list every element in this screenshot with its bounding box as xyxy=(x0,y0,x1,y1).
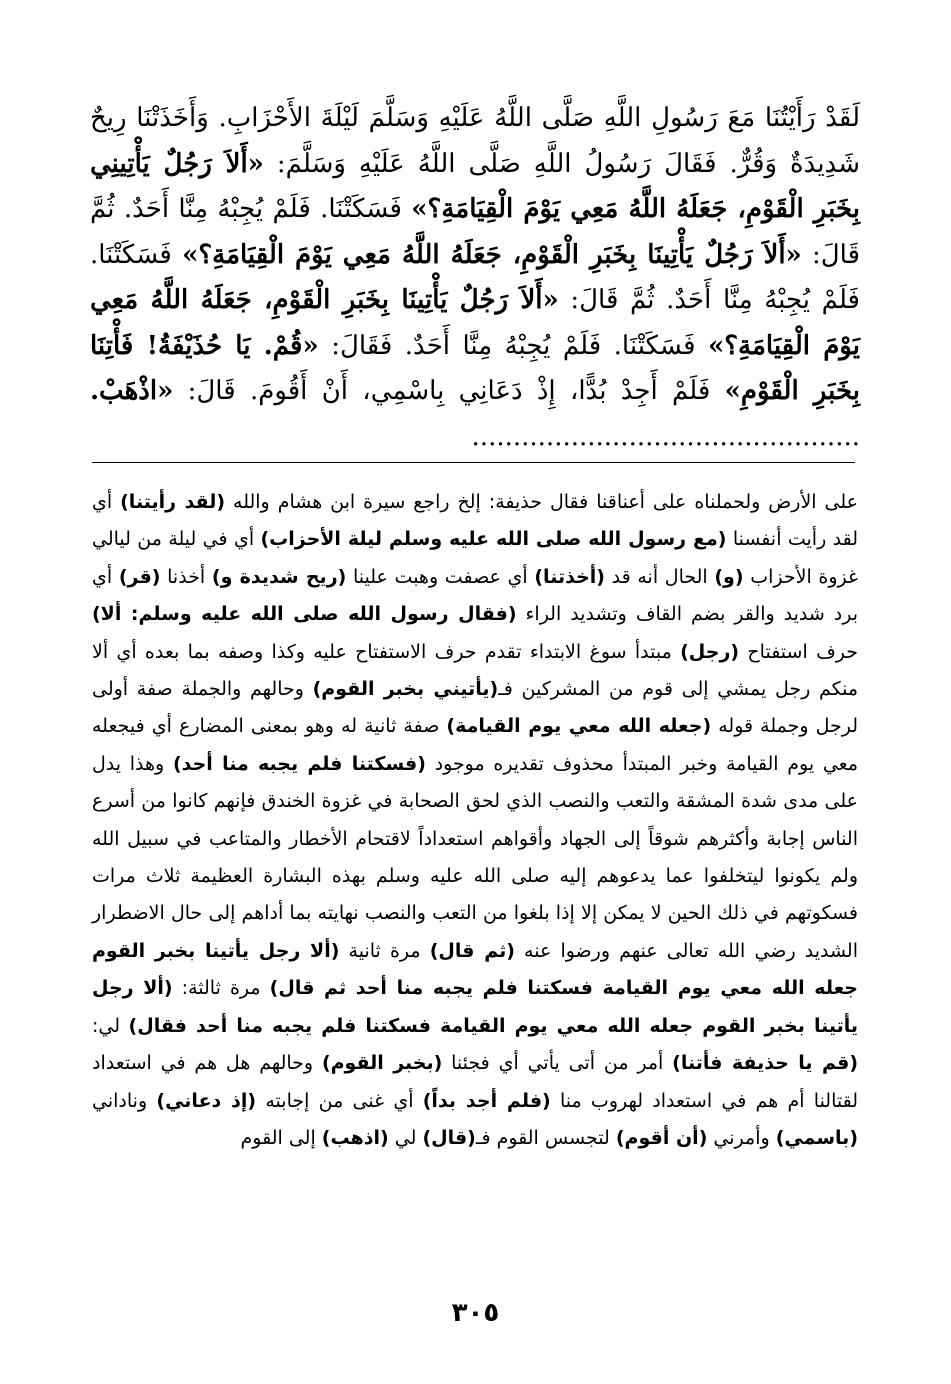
hadith-text xyxy=(90,96,860,460)
commentary-segment: (فلم أجد بداً) xyxy=(422,1089,551,1112)
commentary-segment: على الأرض ولحملناه على أعناقنا فقال حذيفة: إلخ راجع سيرة ابن هشام والله xyxy=(225,491,858,513)
commentary-segment: (إذ دعاني) xyxy=(156,1089,257,1112)
hadith-segment: ............................................... xyxy=(471,421,860,452)
commentary-segment: أي برد شديد والقر بضم القاف وتشديد الراء xyxy=(92,565,858,626)
commentary-segment: أي لقد رأيت أنفسنا xyxy=(92,491,858,551)
commentary-segment: (أن أقوم) xyxy=(615,1126,708,1149)
commentary-segment: (باسمي) xyxy=(775,1126,858,1149)
hadith-segment: فَسَكَتْنَا. فَلَمْ يُجِبْهُ مِنَّا أَحَدٌ. ثُمَّ قَالَ: xyxy=(90,194,861,270)
commentary-segment: مرة ثانية xyxy=(339,939,430,962)
commentary-segment: (فسكتنا فلم يجبه منا أحد) xyxy=(172,752,426,775)
commentary-segment: (اذهب) xyxy=(321,1126,389,1149)
hadith-segment: فَلَمْ أَجِدْ بُدًّا، إِذْ دَعَانِي بِاسْمِي، أَنْ أَقُومَ. قَالَ: xyxy=(173,376,725,406)
commentary-text xyxy=(92,484,858,1157)
commentary-segment: (لقد رأيتنا) xyxy=(120,491,226,513)
commentary-segment: وحالهم هل هم في استعداد لقتالنا أم هم في استعداد لهروب منا xyxy=(92,1052,859,1112)
commentary-segment: (ريح شديدة و) xyxy=(211,565,347,588)
commentary-segment: (بخبر القوم) xyxy=(321,1052,443,1075)
commentary-segment: (مع رسول الله صلى الله عليه وسلم ليلة الأحزاب) xyxy=(260,528,727,551)
hadith-segment: «اذْهَبْ. xyxy=(90,376,174,406)
commentary-segment: لتجسس القوم فـ xyxy=(475,1126,616,1149)
commentary-segment: حرف استفتاح xyxy=(739,640,858,663)
commentary-segment: مرة ثالثة: xyxy=(172,977,270,1000)
commentary-segment: مبتدأ سوغ الابتداء تقدم حرف الاستفتاح عليه وكذا وصفه بما بعده أي ألا منكم رجل يمشي إلى قوم من المشركين فـ xyxy=(92,640,859,701)
commentary-segment: أي عصفت وهبت علينا xyxy=(346,565,535,588)
commentary-segment: (أخذتنا) xyxy=(534,565,605,588)
hadith-segment: «قُمْ. يَا حُذَيْفَةُ! فَأْتِنَا بِخَبَرِ الْقَوْمِ» xyxy=(90,330,860,406)
commentary-segment: وأمرني xyxy=(707,1126,776,1149)
commentary-segment: وهذا يدل على مدى شدة المشقة والتعب والنصب الذي لحق الصحابة في غزوة الخندق فإنهم كانوا من أسرع الناس إجابة وأكثرهم شوقاً إلى الجهاد وأقواهم استعداداً لاقتحام الأخطار والمتاعب في سبيل الله ولم يكونوا ليتخلفوا عما يدعوهم إليه صلى الله عليه وسلم بهذه البشارة العظيمة ثلاث مرات فسكوتهم في ذلك الحين لا يمكن إلا إذا بلغوا من التعب والنصب نهايته بما أداهم إلى حال الاضطرار الشديد رضي الله تعالى عنهم ورضوا عنه xyxy=(92,752,859,962)
commentary-segment: إلى القوم xyxy=(240,1126,322,1149)
hadith-segment: فَسَكَتْنَا. فَلَمْ يُجِبْهُ مِنَّا أَحَدٌ. ثُمَّ قَالَ: xyxy=(90,239,860,315)
commentary-segment: (فقال رسول الله صلى الله عليه وسلم: ألا) xyxy=(92,603,517,626)
commentary-segment: لي: xyxy=(92,1014,129,1037)
hadith-segment: لَقَدْ رَأَيْتُنَا مَعَ رَسُولِ اللَّهِ صَلَّى اللَّهُ عَلَيْهِ وَسَلَّمَ لَيْلَةَ الأَحْزَابِ. وَأَخَذَتْنَا رِيحٌ شَدِيدَةٌ وَقُرٌّ. فَقَالَ رَسُولُ اللَّهِ صَلَّى اللَّهُ عَلَيْهِ وَسَلَّمَ: xyxy=(90,103,860,179)
commentary-segment: (ثم قال) xyxy=(429,939,515,962)
commentary-segment: لي xyxy=(388,1126,423,1149)
commentary-segment: صفة ثانية له وهو بمعنى المضارع أي فيجعله معي يوم القيامة وخبر المبتدأ محذوف تقديره موجود xyxy=(92,715,858,775)
commentary-segment: وناداني xyxy=(92,1089,157,1112)
hadith-segment: فَسَكَتْنَا. فَلَمْ يُجِبْهُ مِنَّا أَحَدٌ. فَقَالَ: xyxy=(318,330,708,361)
commentary-segment: (جعله الله معي يوم القيامة) xyxy=(446,715,712,738)
commentary-segment: (ألا رجل يأتينا بخبر القوم جعله الله معي يوم القيامة فسكتنا فلم يجبه منا أحد فقال) xyxy=(92,977,858,1037)
commentary-segment: وحالهم والجملة صفة أولى لرجل وجملة قوله xyxy=(92,678,859,738)
commentary-segment: أخذنا xyxy=(160,565,212,588)
commentary-segment: أي في ليلة من ليالي غزوة الأحزاب xyxy=(92,528,858,588)
commentary-segment: (يأتيني بخبر القوم) xyxy=(312,678,499,701)
hadith-segment: «أَلاَ رَجُلٌ يَأْتِينَا بِخَبَرِ الْقَوْمِ، جَعَلَهُ اللَّهُ مَعِي يَوْمَ الْقِيَامَةِ؟» xyxy=(182,239,802,270)
commentary-segment: (ألا رجل يأتينا بخبر القوم جعله الله معي يوم القيامة فسكتنا فلم يجبه منا أحد ثم قال) xyxy=(92,939,858,1000)
commentary-segment: (قال) xyxy=(422,1126,476,1149)
hadith-segment: «أَلاَ رَجُلٌ يَأْتِينَا بِخَبَرِ الْقَوْمِ، جَعَلَهُ اللَّهُ مَعِي يَوْمَ الْقِيَامَةِ؟» xyxy=(90,285,860,361)
hadith-segment: «أَلاَ رَجُلٌ يَأْتِينِي بِخَبَرِ الْقَوْمِ، جَعَلَهُ اللَّهُ مَعِي يَوْمَ الْقِيَامَةِ؟» xyxy=(90,148,860,224)
commentary-segment: (رجل) xyxy=(680,640,740,663)
commentary-segment: أمر من أتى يأتي أي فجئنا xyxy=(442,1052,673,1075)
commentary-segment: الحال أنه قد xyxy=(604,565,715,588)
commentary-segment: (قم يا حذيفة فأتنا) xyxy=(672,1052,859,1075)
commentary-segment: أي غنى من إجابته xyxy=(256,1089,423,1112)
commentary-segment: (و) xyxy=(714,565,744,588)
page-number: ٣٠٥ xyxy=(451,1298,500,1328)
footnote-divider xyxy=(92,462,855,463)
commentary-segment: (قر) xyxy=(118,565,161,588)
